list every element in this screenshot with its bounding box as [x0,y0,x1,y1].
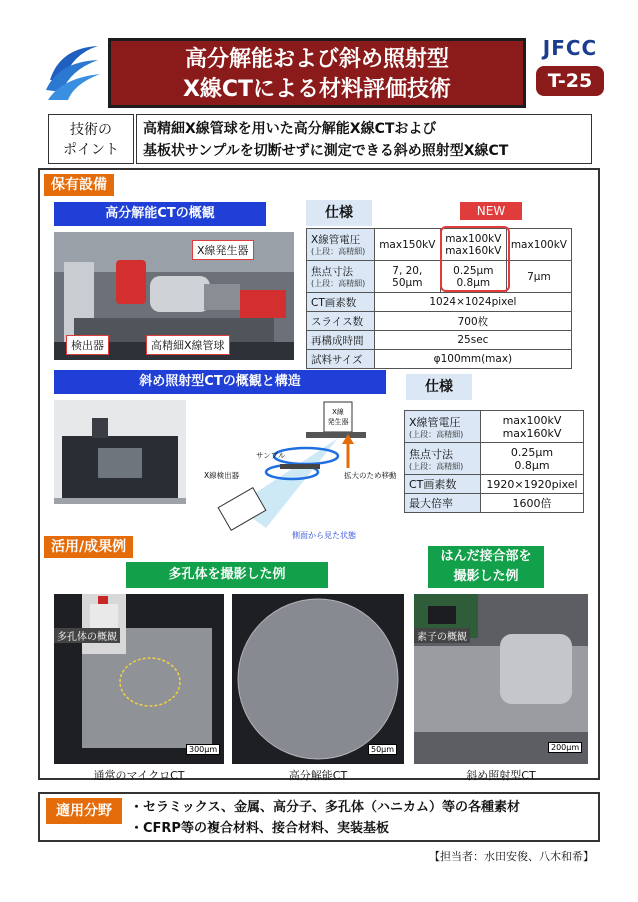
hr-spec-table [306,228,572,369]
new-badge: NEW [460,202,522,220]
hr-spec-row-focus [307,261,572,293]
point-label-line2: ポイント [63,142,119,158]
caption-hr-ct: 高分解能CT [288,769,348,782]
results-tag: 活用/成果例 [44,536,133,558]
porous-overview-label: 多孔体の概観 [54,628,120,643]
spec-label: 再構成時間 [307,331,375,350]
spec-value [481,411,584,443]
jfcc-logo-icon [42,40,104,102]
hr-ct-image [232,594,404,764]
spec-label-text: X線管電圧 [311,234,361,246]
spec-value: 25sec [374,331,571,350]
spec-value: max100kV [506,229,571,261]
equipment-tag: 保有設備 [44,174,114,196]
applications-line1: ・セラミックス、金属、高分子、多孔体（ハニカム）等の各種素材 [130,800,521,815]
scale-50: 50μm [368,744,397,755]
spec-value: 7μm [506,261,571,293]
spec-value-new-top: 0.25μm [453,264,494,277]
contact-info: 【担当者：水田安俊、八木和希】 [429,850,594,863]
spec-value [481,443,584,475]
hr-spec-row-pixels [307,293,572,312]
applications-tag: 適用分野 [46,798,122,824]
porous-heading: 多孔体を撮影した例 [126,562,328,588]
spec-label-text: X線管電圧 [409,415,461,429]
solder-heading [428,546,544,588]
spec-label [307,229,375,261]
spec-label: CT画素数 [307,293,375,312]
spec-sub-text: (上段：高精細) [409,461,464,471]
point-text [136,114,592,164]
element-overview-label: 素子の概観 [414,628,470,643]
diagram-side-view-label: 側面から見た状態 [292,531,356,540]
spec-sub-text: (上段：高精細) [409,429,464,439]
diagram-move-label: 拡大のため移動 [344,471,396,480]
spec-sub-text: (上段：高精細) [311,279,366,288]
applications-line2: ・CFRP等の複合材料、接合材料、実装基板 [130,821,389,836]
scale-200: 200μm [548,742,582,753]
spec-value-bottom: 0.8μm [514,458,550,472]
diagram-sample-label: サンプル [256,451,286,460]
caption-micro-ct: 通常のマイクロCT [93,769,185,782]
spec-value: φ100mm(max) [374,350,571,369]
title-line1: 高分解能および斜め照射型 [184,47,449,72]
spec-value-top: 0.25μm [510,445,554,459]
hr-spec-row-slices [307,312,572,331]
hr-ct-heading: 高分解能CTの概観 [54,202,266,226]
oblique-ct-photo [54,400,186,504]
point-label-line1: 技術の [70,122,112,138]
micro-ct-render [54,594,224,764]
spec-label: 試料サイズ [307,350,375,369]
ob-spec-row-magnification [405,494,584,513]
oblique-ct-image [414,594,588,764]
hr-ct-slice [238,599,398,759]
spec-label-text: 焦点寸法 [409,447,453,461]
hr-spec-heading: 仕様 [306,200,372,226]
hr-spec-row-voltage [307,229,572,261]
org-name: JFCC [542,36,598,60]
micro-ct-image [54,594,224,764]
diagram-xray-gen-label-1: X線 [332,408,344,416]
point-label [48,114,134,164]
oblique-spec-table [404,410,584,513]
spec-value-new-top: max100kV [445,232,502,245]
spec-value: 1600倍 [481,494,584,513]
ob-spec-row-pixels [405,475,584,494]
ob-spec-row-focus [405,443,584,475]
spec-value-bottom: max160kV [502,426,562,440]
spec-label-text: 焦点寸法 [311,266,353,278]
diagram-tube-plate [306,432,366,438]
scale-300: 300μm [186,744,220,755]
diagram-xray-gen-label-2: 発生器 [327,418,349,426]
ob-spec-row-voltage [405,411,584,443]
oblique-ct-equipment-illustration [54,400,186,504]
title-line2: X線CTによる材料評価技術 [182,77,452,102]
callout-xray-gen: X線発生器 [192,240,254,260]
new-highlight-frame [440,226,510,292]
spec-label [405,443,481,475]
oblique-ct-heading: 斜め照射型CTの概観と構造 [54,370,386,394]
spec-value: max150kV [374,229,440,261]
point-text-line2: 基板状サンプルを切断せずに測定できる斜め照射型X線CT [143,143,509,159]
hr-ct-render [232,594,404,764]
spec-label: スライス数 [307,312,375,331]
spec-value: 7, 20, 50μm [374,261,440,293]
solder-joint [500,634,572,704]
spec-label: 最大倍率 [405,494,481,513]
spec-label [307,261,375,293]
diagram-sample-plate [280,464,320,469]
applications-text [130,797,520,839]
callout-detector: 検出器 [66,335,109,355]
document-code: T-25 [536,66,604,96]
caption-oblique-ct: 斜め照射型CT [466,769,536,782]
spec-label: CT画素数 [405,475,481,494]
spec-sub-text: (上段：高精細) [311,247,366,256]
solder-heading-line1: はんだ接合部を [440,549,532,564]
diagram-detector-label: X線検出器 [204,471,240,480]
oblique-ct-render [414,594,588,764]
spec-label [405,411,481,443]
hr-spec-row-size [307,350,572,369]
spec-value-top: max100kV [502,413,562,427]
oblique-ct-diagram [196,396,396,546]
point-text-line1: 高精細X線管球を用いた高分解能X線CTおよび [143,121,437,137]
oblique-spec-heading: 仕様 [406,374,472,400]
spec-value: 1024×1024pixel [374,293,571,312]
title-banner [108,38,526,108]
solder-heading-line2: 撮影した例 [453,569,519,584]
callout-tube: 高精細X線管球 [146,335,230,355]
hr-spec-row-recon [307,331,572,350]
spec-value: 1920×1920pixel [481,475,584,494]
spec-value-new-bottom: 0.8μm [456,276,491,289]
spec-value-new-bottom: max160kV [445,244,502,257]
spec-value: 700枚 [374,312,571,331]
